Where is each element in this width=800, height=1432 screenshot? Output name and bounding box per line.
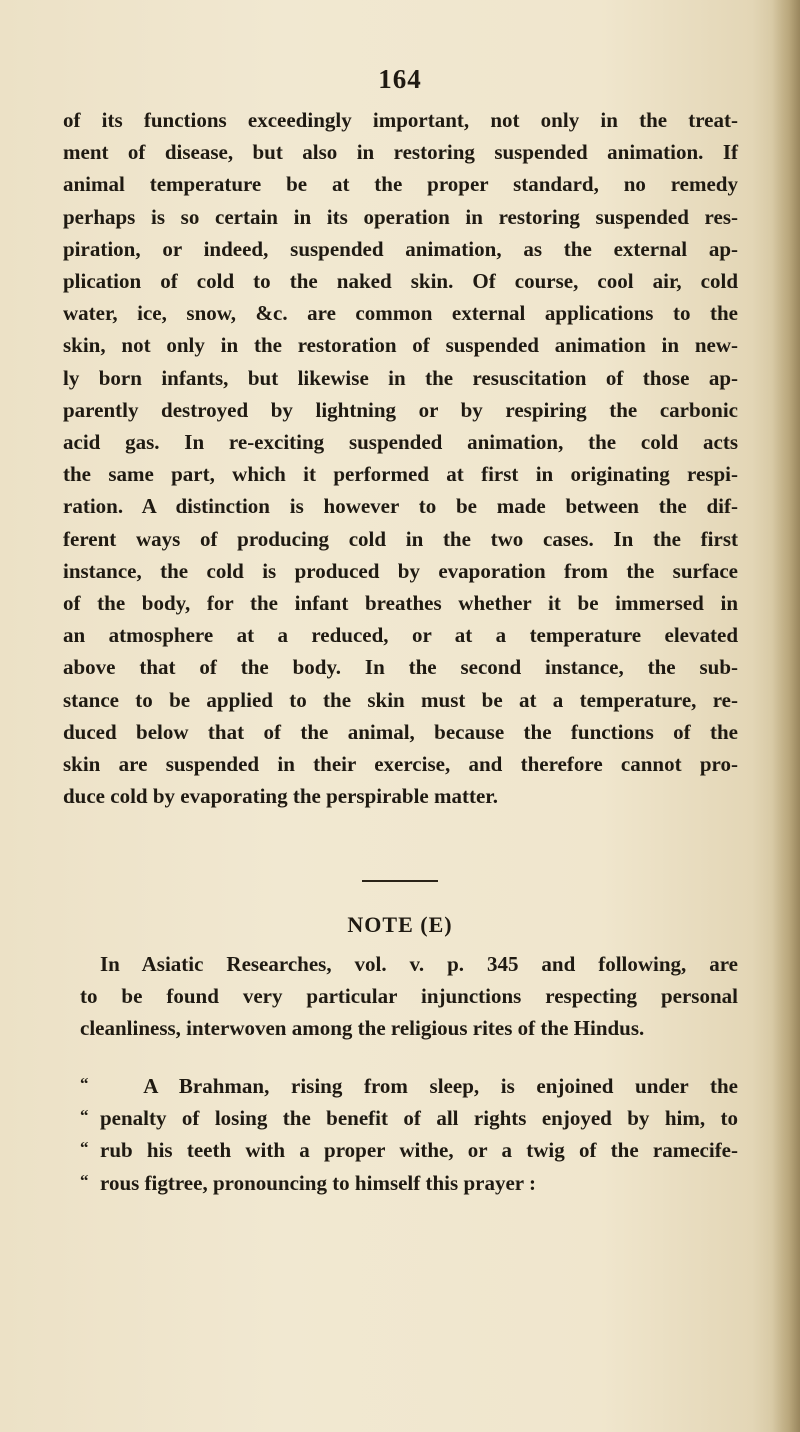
quoted-passage <box>80 1069 738 1198</box>
quote-mark: “ <box>80 1170 89 1190</box>
text-line: In Asiatic Researches, vol. v. p. 345 and following, are <box>100 952 738 976</box>
quote-mark: “ <box>80 1138 89 1158</box>
text-line: ment of disease, but also in restoring suspended animation. If <box>63 140 738 165</box>
text-line: to be found very particular injunctions respecting personal <box>80 984 738 1009</box>
quote-line <box>80 1166 738 1198</box>
quote-text: rub his teeth with a proper withe, or a twig of the ramecife- <box>100 1138 738 1163</box>
main-paragraph <box>63 104 738 812</box>
text-line: duce cold by evaporating the perspirable matter. <box>63 784 498 809</box>
page-edge-shadow <box>772 0 800 1432</box>
text-line: stance to be applied to the skin must be at a temperature, re- <box>63 687 738 712</box>
text-line: above that of the body. In the second instance, the sub- <box>63 655 738 680</box>
note-paragraph <box>80 948 738 1045</box>
text-line: water, ice, snow, &c. are common external applications to the <box>63 301 738 326</box>
text-line: ration. A distinction is however to be made between the dif- <box>63 494 738 519</box>
quote-mark: “ <box>80 1106 89 1126</box>
quote-text: penalty of losing the benefit of all rights enjoyed by him, to <box>100 1106 738 1131</box>
text-line: the same part, which it performed at first in originating respi- <box>63 462 738 487</box>
text-line: perhaps is so certain in its operation in restoring suspended res- <box>63 204 738 229</box>
text-line: parently destroyed by lightning or by respiring the carbonic <box>63 397 738 422</box>
quote-line <box>80 1101 738 1133</box>
text-line: of its functions exceedingly important, not only in the treat- <box>63 108 738 132</box>
page-number: 164 <box>378 64 422 94</box>
quote-text: A Brahman, rising from sleep, is enjoined under the <box>143 1074 738 1098</box>
text-line: acid gas. In re-exciting suspended animation, the cold acts <box>63 430 738 455</box>
text-line: animal temperature be at the proper standard, no remedy <box>63 172 738 197</box>
text-line: instance, the cold is produced by evaporation from the surface <box>63 558 738 583</box>
quote-line <box>80 1133 738 1165</box>
quote-line <box>80 1069 738 1101</box>
text-line: duced below that of the animal, because the functions of the <box>63 719 738 744</box>
quote-mark: “ <box>80 1074 89 1093</box>
quote-text: rous figtree, pronouncing to himself this prayer : <box>100 1170 536 1195</box>
text-line: cleanliness, interwoven among the religious rites of the Hindus. <box>80 1016 645 1041</box>
text-line: skin, not only in the restoration of suspended animation in new- <box>63 333 738 358</box>
section-divider <box>362 880 438 882</box>
text-line: skin are suspended in their exercise, and therefore cannot pro- <box>63 752 738 777</box>
text-line: ferent ways of producing cold in the two cases. In the first <box>63 526 738 551</box>
text-line: piration, or indeed, suspended animation, as the external ap- <box>63 236 738 261</box>
text-line: plication of cold to the naked skin. Of course, cool air, cold <box>63 269 738 294</box>
note-heading: NOTE (E) <box>347 912 453 937</box>
text-line: an atmosphere at a reduced, or at a temperature elevated <box>63 623 738 648</box>
text-line: ly born infants, but likewise in the resuscitation of those ap- <box>63 365 738 390</box>
text-line: of the body, for the infant breathes whether it be immersed in <box>63 591 738 616</box>
